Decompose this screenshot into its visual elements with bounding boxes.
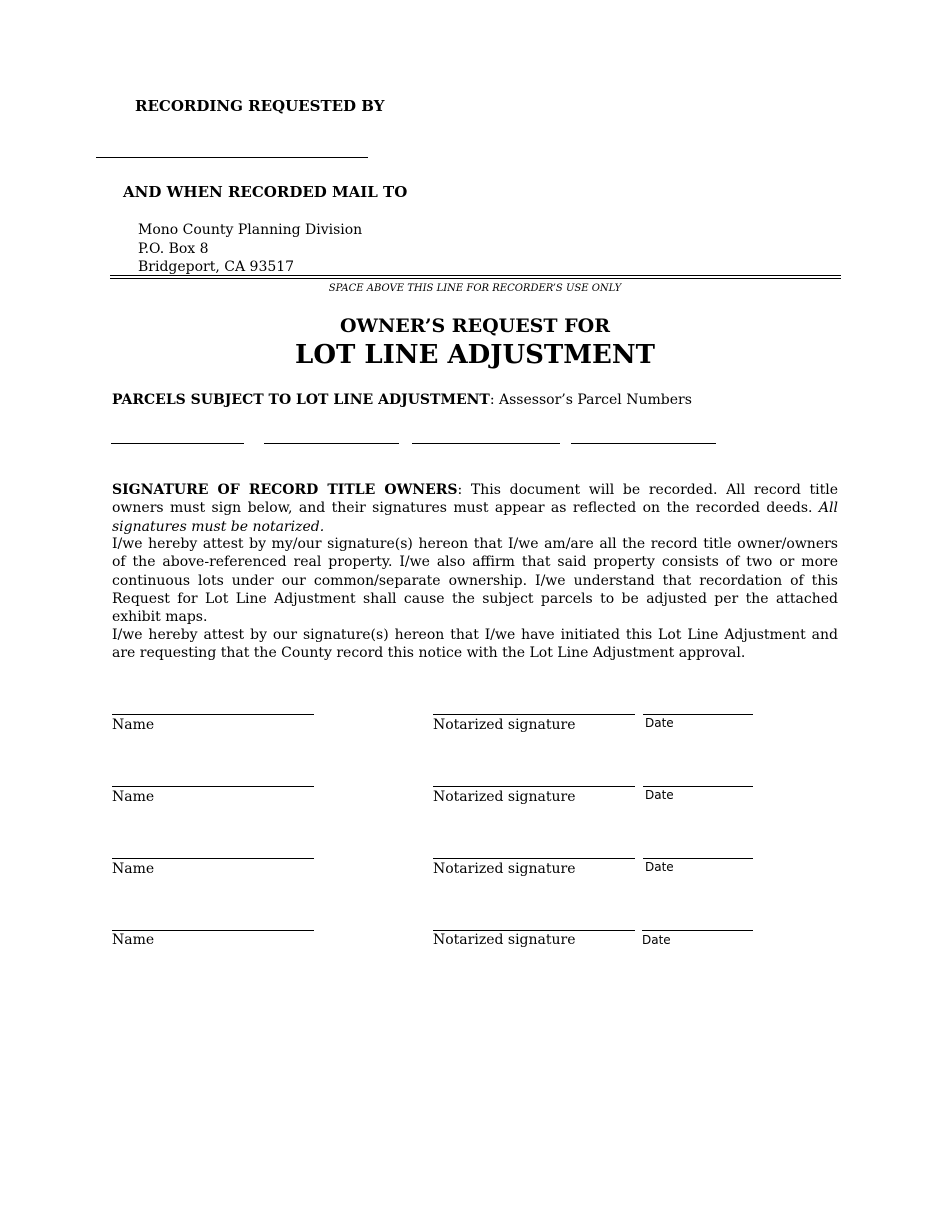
recorder-use-note: SPACE ABOVE THIS LINE FOR RECORDER’S USE ONLY xyxy=(328,283,622,294)
title-line-2: LOT LINE ADJUSTMENT xyxy=(295,340,655,370)
signature-owners-text: : This document will be recorded. All record title owners must sign below, and their signatures must appear as reflected on the recorded deeds. xyxy=(112,482,838,517)
parcel-number-field-3[interactable] xyxy=(412,443,560,444)
recording-requested-by-line[interactable] xyxy=(96,157,368,158)
date-label: Date xyxy=(645,860,674,874)
address-line-2: P.O. Box 8 xyxy=(138,241,209,257)
date-field[interactable] xyxy=(642,930,753,931)
notarized-signature-label: Notarized signature xyxy=(433,789,576,805)
parcels-heading xyxy=(112,392,692,408)
date-field[interactable] xyxy=(643,858,753,859)
name-field[interactable] xyxy=(112,786,314,787)
parcels-label: PARCELS SUBJECT TO LOT LINE ADJUSTMENT xyxy=(112,392,490,408)
name-label: Name xyxy=(112,932,155,948)
name-label: Name xyxy=(112,789,155,805)
attest-paragraph-2: I/we hereby attest by our signature(s) hereon that I/we have initiated this Lot Line Adjustment and are requesting that the County record this notice with the Lot Line Adjustment approval. xyxy=(112,627,838,662)
parcels-text: : Assessor’s Parcel Numbers xyxy=(489,392,692,408)
parcel-number-field-2[interactable] xyxy=(264,443,399,444)
signature-owners-label: SIGNATURE OF RECORD TITLE OWNERS xyxy=(112,482,458,498)
parcel-number-field-4[interactable] xyxy=(571,443,716,444)
recorder-divider-top xyxy=(110,275,841,276)
recording-requested-by-label: RECORDING REQUESTED BY xyxy=(135,97,385,115)
signature-owners-italic: All signatures must be notarized. xyxy=(112,500,838,535)
name-label: Name xyxy=(112,717,155,733)
attest-paragraph-1: I/we hereby attest by my/our signature(s) hereon that I/we am/are all the record title owner/owners of the above-referenced real property. I/we also affirm that said property consists of two or more continuous lots under our common/separate ownership. I/we understand that recordation of this Request for Lot Line Adjustment shall cause the subject parcels to be adjusted per the attached exhibit maps. xyxy=(112,536,838,626)
date-field[interactable] xyxy=(643,714,753,715)
name-label: Name xyxy=(112,861,155,877)
date-label: Date xyxy=(642,933,671,947)
notarized-signature-field[interactable] xyxy=(433,786,635,787)
recorder-divider-bottom xyxy=(110,278,841,279)
signature-owners-paragraph xyxy=(112,481,838,536)
date-label: Date xyxy=(645,788,674,802)
date-field[interactable] xyxy=(643,786,753,787)
date-label: Date xyxy=(645,716,674,730)
name-field[interactable] xyxy=(112,930,314,931)
notarized-signature-label: Notarized signature xyxy=(433,717,576,733)
notarized-signature-label: Notarized signature xyxy=(433,861,576,877)
notarized-signature-field[interactable] xyxy=(433,714,635,715)
address-line-1: Mono County Planning Division xyxy=(138,222,363,238)
title-line-1: OWNER’S REQUEST FOR xyxy=(340,315,610,337)
notarized-signature-label: Notarized signature xyxy=(433,932,576,948)
parcel-number-field-1[interactable] xyxy=(111,443,244,444)
notarized-signature-field[interactable] xyxy=(433,858,635,859)
notarized-signature-field[interactable] xyxy=(433,930,635,931)
name-field[interactable] xyxy=(112,714,314,715)
when-recorded-mail-to-label: AND WHEN RECORDED MAIL TO xyxy=(123,183,408,201)
address-line-3: Bridgeport, CA 93517 xyxy=(138,259,295,275)
name-field[interactable] xyxy=(112,858,314,859)
